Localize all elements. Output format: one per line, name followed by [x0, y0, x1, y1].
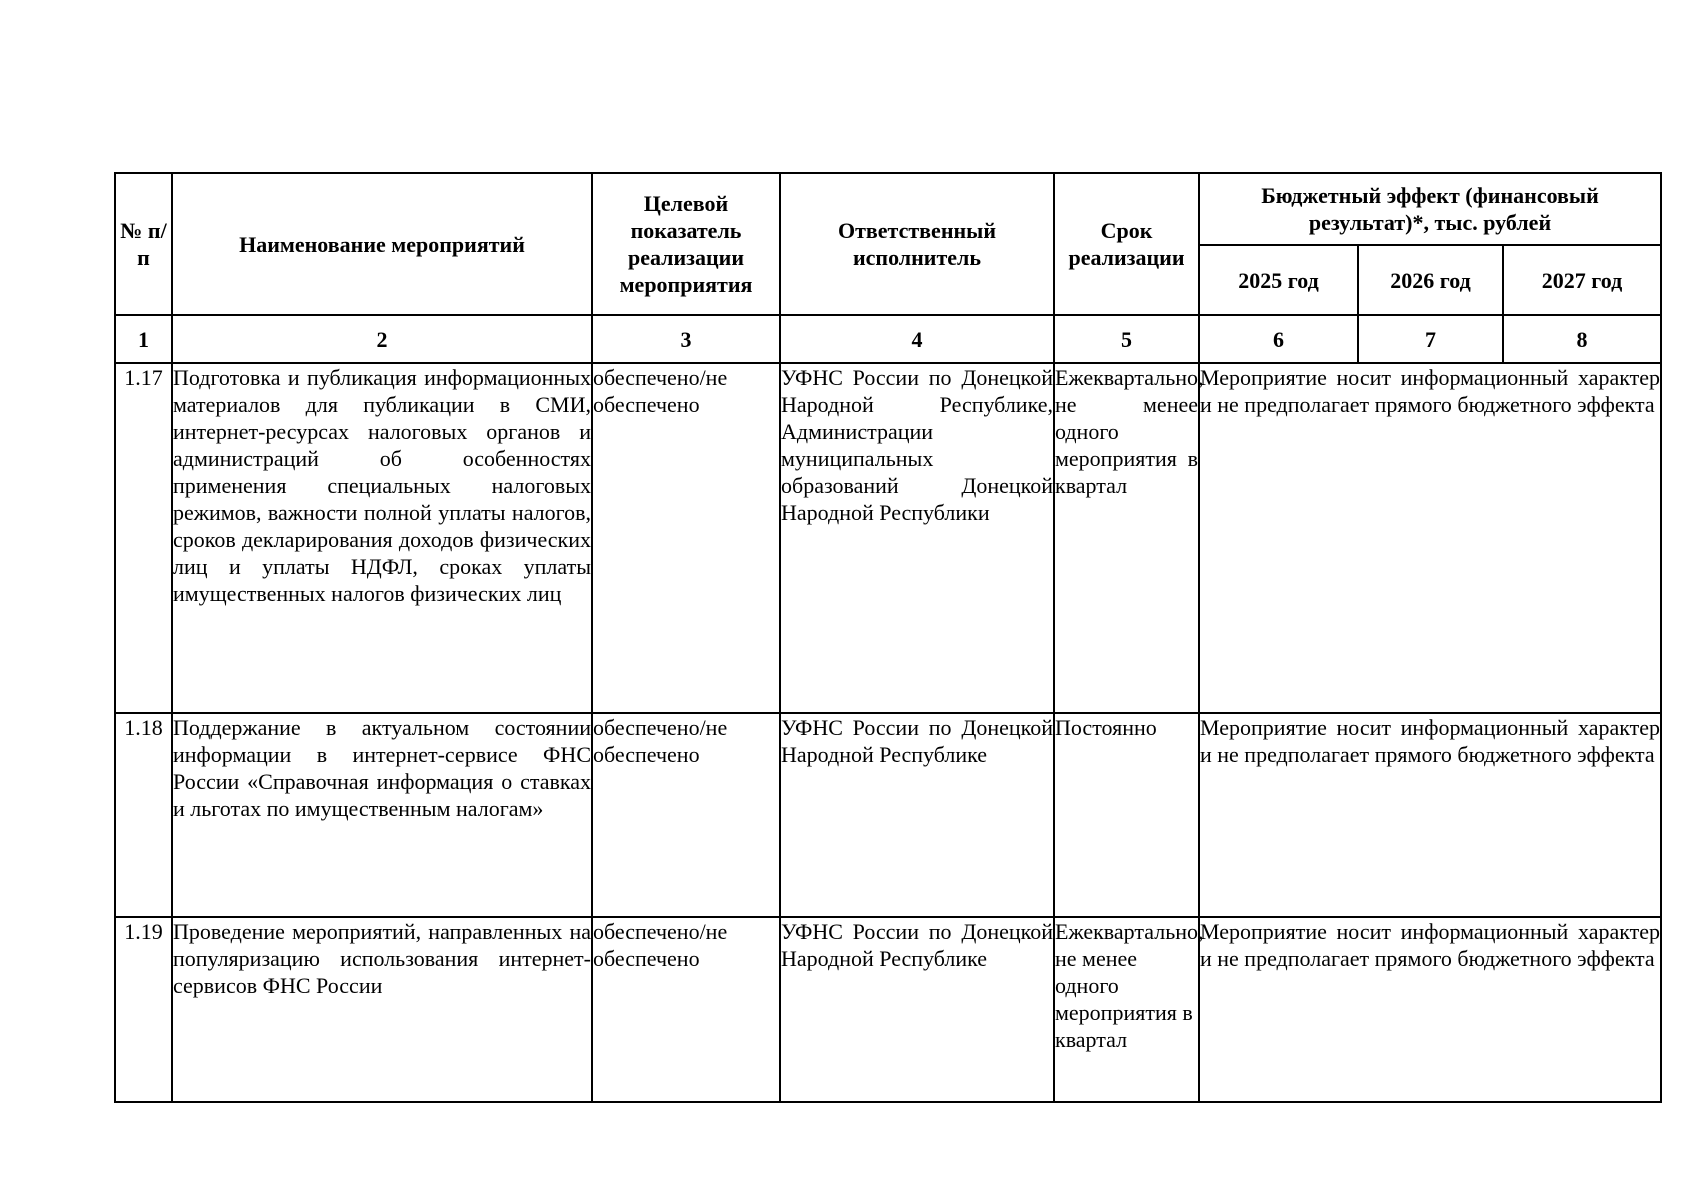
budget-effect: Мероприятие носит информационный характер и не предполагает прямого бюджетного эффекта: [1199, 917, 1661, 1102]
table-row: [115, 917, 1661, 1102]
header-year-2027: 2027 год: [1503, 245, 1661, 315]
budget-effect: Мероприятие носит информационный характер и не предполагает прямого бюджетного эффекта: [1199, 713, 1661, 917]
target-indicator: обеспечено/не обеспечено: [592, 713, 780, 917]
measure-name: Подготовка и публикация информационных материалов для публикации в СМИ, интернет-ресурсах налоговых органов и администраций об особенностях применения специальных налоговых режимов, важности полной уплаты налогов, сроков декларирования доходов физических лиц и уплаты НДФЛ, сроках уплаты имущественных налогов физических лиц: [172, 363, 592, 713]
header-row: [115, 173, 1661, 245]
header-executor: Ответственный исполнитель: [780, 173, 1054, 315]
implementation-term: Ежеквартально, не менее одного мероприятия в квартал: [1054, 917, 1199, 1102]
header-year-2025: 2025 год: [1199, 245, 1358, 315]
responsible-executor: УФНС России по Донецкой Народной Республике: [780, 917, 1054, 1102]
implementation-term: Ежеквартально, не менее одного мероприятия в квартал: [1054, 363, 1199, 713]
table-row: [115, 363, 1661, 713]
header-name: Наименование мероприятий: [172, 173, 592, 315]
implementation-term: Постоянно: [1054, 713, 1199, 917]
column-numbers-row: [115, 315, 1661, 363]
row-number: 1.17: [115, 363, 172, 713]
table-row: [115, 713, 1661, 917]
responsible-executor: УФНС России по Донецкой Народной Республике, Администрации муниципальных образований Донецкой Народной Республики: [780, 363, 1054, 713]
column-number: 5: [1054, 315, 1199, 363]
header-number: № п/п: [115, 173, 172, 315]
column-number: 7: [1358, 315, 1503, 363]
measure-name: Поддержание в актуальном состоянии информации в интернет-сервисе ФНС России «Справочная информация о ставках и льготах по имущественным налогам»: [172, 713, 592, 917]
header-year-2026: 2026 год: [1358, 245, 1503, 315]
column-number: 8: [1503, 315, 1661, 363]
target-indicator: обеспечено/не обеспечено: [592, 363, 780, 713]
column-number: 4: [780, 315, 1054, 363]
header-budget-effect: Бюджетный эффект (финансовый результат)*, тыс. рублей: [1199, 173, 1661, 245]
header-term: Срок реализации: [1054, 173, 1199, 315]
row-number: 1.18: [115, 713, 172, 917]
header-indicator: Целевой показатель реализации мероприятия: [592, 173, 780, 315]
measures-table: [114, 172, 1662, 1103]
column-number: 3: [592, 315, 780, 363]
budget-effect: Мероприятие носит информационный характер и не предполагает прямого бюджетного эффекта: [1199, 363, 1661, 713]
column-number: 2: [172, 315, 592, 363]
row-number: 1.19: [115, 917, 172, 1102]
target-indicator: обеспечено/не обеспечено: [592, 917, 780, 1102]
column-number: 6: [1199, 315, 1358, 363]
responsible-executor: УФНС России по Донецкой Народной Республике: [780, 713, 1054, 917]
measure-name: Проведение мероприятий, направленных на популяризацию использования интернет-сервисов ФНС России: [172, 917, 592, 1102]
column-number: 1: [115, 315, 172, 363]
